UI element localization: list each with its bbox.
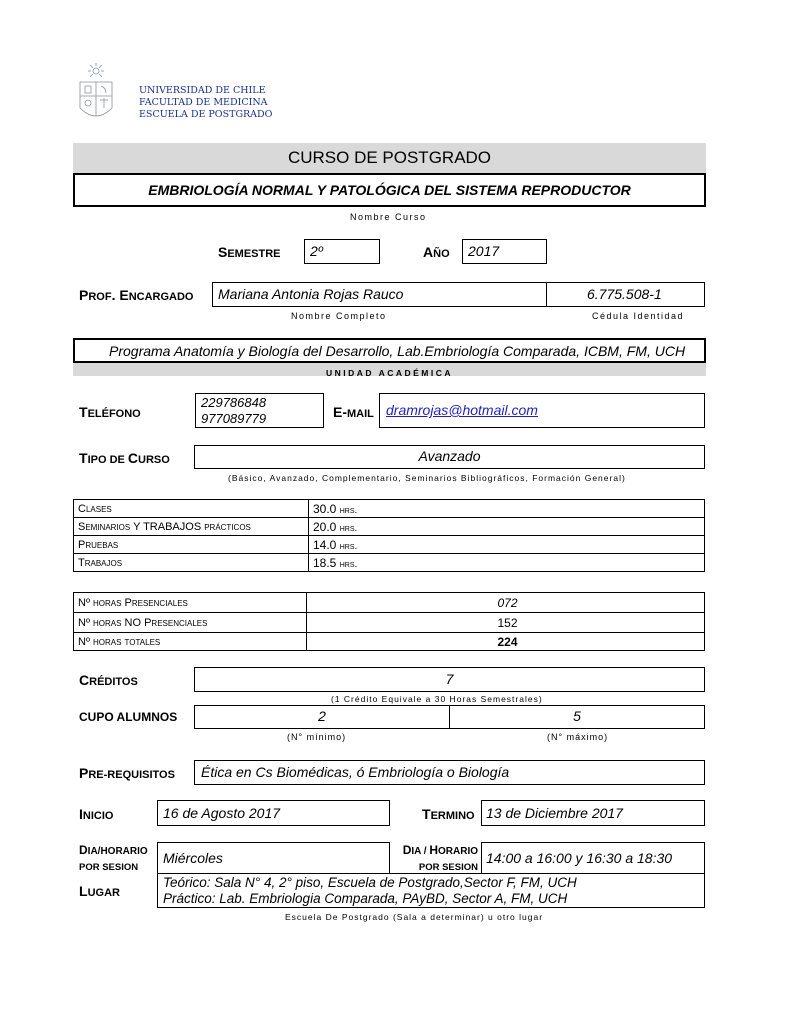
place-field — [157, 873, 705, 908]
email-label: E-MAIL — [333, 404, 374, 420]
place-caption: Escuela De Postgrado (Sala a determinar) u otro lugar — [285, 912, 544, 922]
phone-field — [195, 393, 324, 428]
hours-row-value: 20.0 hrs. — [309, 518, 705, 536]
hours-row-label: Clases — [74, 500, 309, 518]
table-row — [74, 633, 705, 651]
prerequisites-label: PRE-REQUISITOS — [79, 765, 175, 781]
academic-unit-caption: UNIDAD ACADÉMICA — [325, 368, 454, 378]
professor-id-field — [546, 282, 705, 307]
year-label: AÑO — [423, 244, 450, 260]
professor-id: 6.775.508-1 — [587, 286, 662, 302]
start-value: 16 de Agosto 2017 — [163, 805, 281, 821]
capacity-label: CUPO ALUMNOS — [79, 710, 178, 724]
semester-label: SEMESTRE — [218, 244, 281, 260]
schedule-day-field — [157, 842, 390, 874]
table-row — [74, 554, 705, 572]
table-row — [74, 536, 705, 554]
capacity-max-caption: (N° máximo) — [547, 732, 609, 742]
capacity-max-field — [449, 705, 705, 729]
place-line-1: Teórico: Sala N° 4, 2° piso, Escuela de Postgrado,Sector F, FM, UCH — [163, 875, 577, 890]
professor-name-caption: Nombre Completo — [291, 311, 387, 321]
header-university: UNIVERSIDAD DE CHILE — [139, 85, 266, 96]
phone-label: TELÉFONO — [79, 404, 141, 420]
capacity-min-field — [194, 705, 450, 729]
course-type-caption: (Básico, Avanzado, Complementario, Seminarios Bibliográficos, Formación General) — [228, 473, 626, 483]
end-label: TERMINO — [422, 806, 475, 822]
credits-label: CRÉDITOS — [79, 672, 138, 688]
hours-row-label: Pruebas — [74, 536, 309, 554]
professor-id-caption: Cédula Identidad — [592, 311, 685, 321]
hours-row-value: 18.5 hrs. — [309, 554, 705, 572]
totals-row-label: Nº horas totales — [74, 633, 307, 651]
page-title: CURSO DE POSTGRADO — [287, 148, 492, 167]
header-school: ESCUELA DE POSTGRADO — [139, 109, 273, 120]
start-label: INICIO — [79, 806, 114, 822]
course-type-value: Avanzado — [418, 448, 481, 464]
course-name-caption: Nombre Curso — [350, 212, 427, 222]
year-value: 2017 — [468, 243, 500, 259]
end-value: 13 de Diciembre 2017 — [486, 805, 623, 821]
schedule-label: DIA/HORARIO POR SESION — [79, 843, 148, 873]
totals-row-label: Nº horas Presenciales — [74, 593, 307, 613]
totals-row-value: 224 — [307, 633, 705, 651]
academic-unit-box — [73, 338, 706, 363]
credits-caption: (1 Crédito Equivale a 30 Horas Semestrales) — [331, 694, 543, 704]
hours-row-value: 30.0 hrs. — [309, 500, 705, 518]
hours-row-label: Seminarios Y TRABAJOS prácticos — [74, 518, 309, 536]
capacity-max-value: 5 — [573, 708, 581, 724]
credits-value: 7 — [445, 671, 454, 687]
credits-field — [194, 667, 705, 692]
table-row — [74, 593, 705, 613]
email-field — [379, 393, 705, 428]
phone-line-2: 977089779 — [201, 411, 267, 426]
table-row — [74, 518, 705, 536]
schedule-day-value: Miércoles — [163, 850, 223, 866]
semester-field — [304, 239, 380, 264]
hour-totals-table — [73, 592, 705, 651]
end-field — [481, 800, 705, 826]
course-name-box — [73, 173, 706, 207]
start-field — [157, 800, 390, 826]
table-row — [74, 613, 705, 633]
place-label: LUGAR — [79, 883, 120, 899]
totals-row-label: Nº horas NO Presenciales — [74, 613, 307, 633]
capacity-min-value: 2 — [318, 708, 326, 724]
course-name: EMBRIOLOGÍA NORMAL Y PATOLÓGICA DEL SISTEMA REPRODUCTOR — [148, 182, 631, 198]
table-row — [74, 500, 705, 518]
year-field — [462, 239, 547, 264]
schedule-time-value: 14:00 a 16:00 y 16:30 a 18:30 — [486, 850, 673, 866]
course-type-label: TIPO DE CURSO — [79, 450, 170, 466]
academic-unit-caption-bar — [73, 363, 706, 376]
schedule-time-field — [481, 842, 705, 874]
hours-row-label: Trabajos — [74, 554, 309, 572]
university-seal-logo — [74, 62, 118, 126]
phone-line-1: 229786848 — [201, 395, 267, 410]
place-line-2: Práctico: Lab. Embriologia Comparada, PAyBD, Sector A, FM, UCH — [163, 891, 568, 906]
professor-name-field — [212, 282, 547, 307]
course-type-field — [194, 445, 705, 469]
totals-row-value: 152 — [307, 613, 705, 633]
page-title-banner — [73, 143, 706, 173]
prerequisites-value: Ética en Cs Biomédicas, ó Embriología o Biología — [201, 764, 510, 780]
hours-row-value: 14.0 hrs. — [309, 536, 705, 554]
totals-row-value: 072 — [307, 593, 705, 613]
prerequisites-field — [194, 760, 705, 785]
email-link[interactable]: dramrojas@hotmail.com — [386, 402, 538, 418]
header-faculty: FACULTAD DE MEDICINA — [139, 97, 268, 108]
schedule-time-label: DIA / HORARIO POR SESION — [402, 843, 478, 873]
hours-table — [73, 499, 705, 572]
semester-value: 2º — [310, 243, 323, 259]
professor-name: Mariana Antonia Rojas Rauco — [218, 286, 404, 302]
capacity-min-caption: (N° mínimo) — [287, 732, 347, 742]
academic-unit-value: Programa Anatomía y Biología del Desarrollo, Lab.Embriología Comparada, ICBM, FM, UCH — [109, 343, 686, 359]
professor-label: PROF. ENCARGADO — [79, 287, 194, 303]
